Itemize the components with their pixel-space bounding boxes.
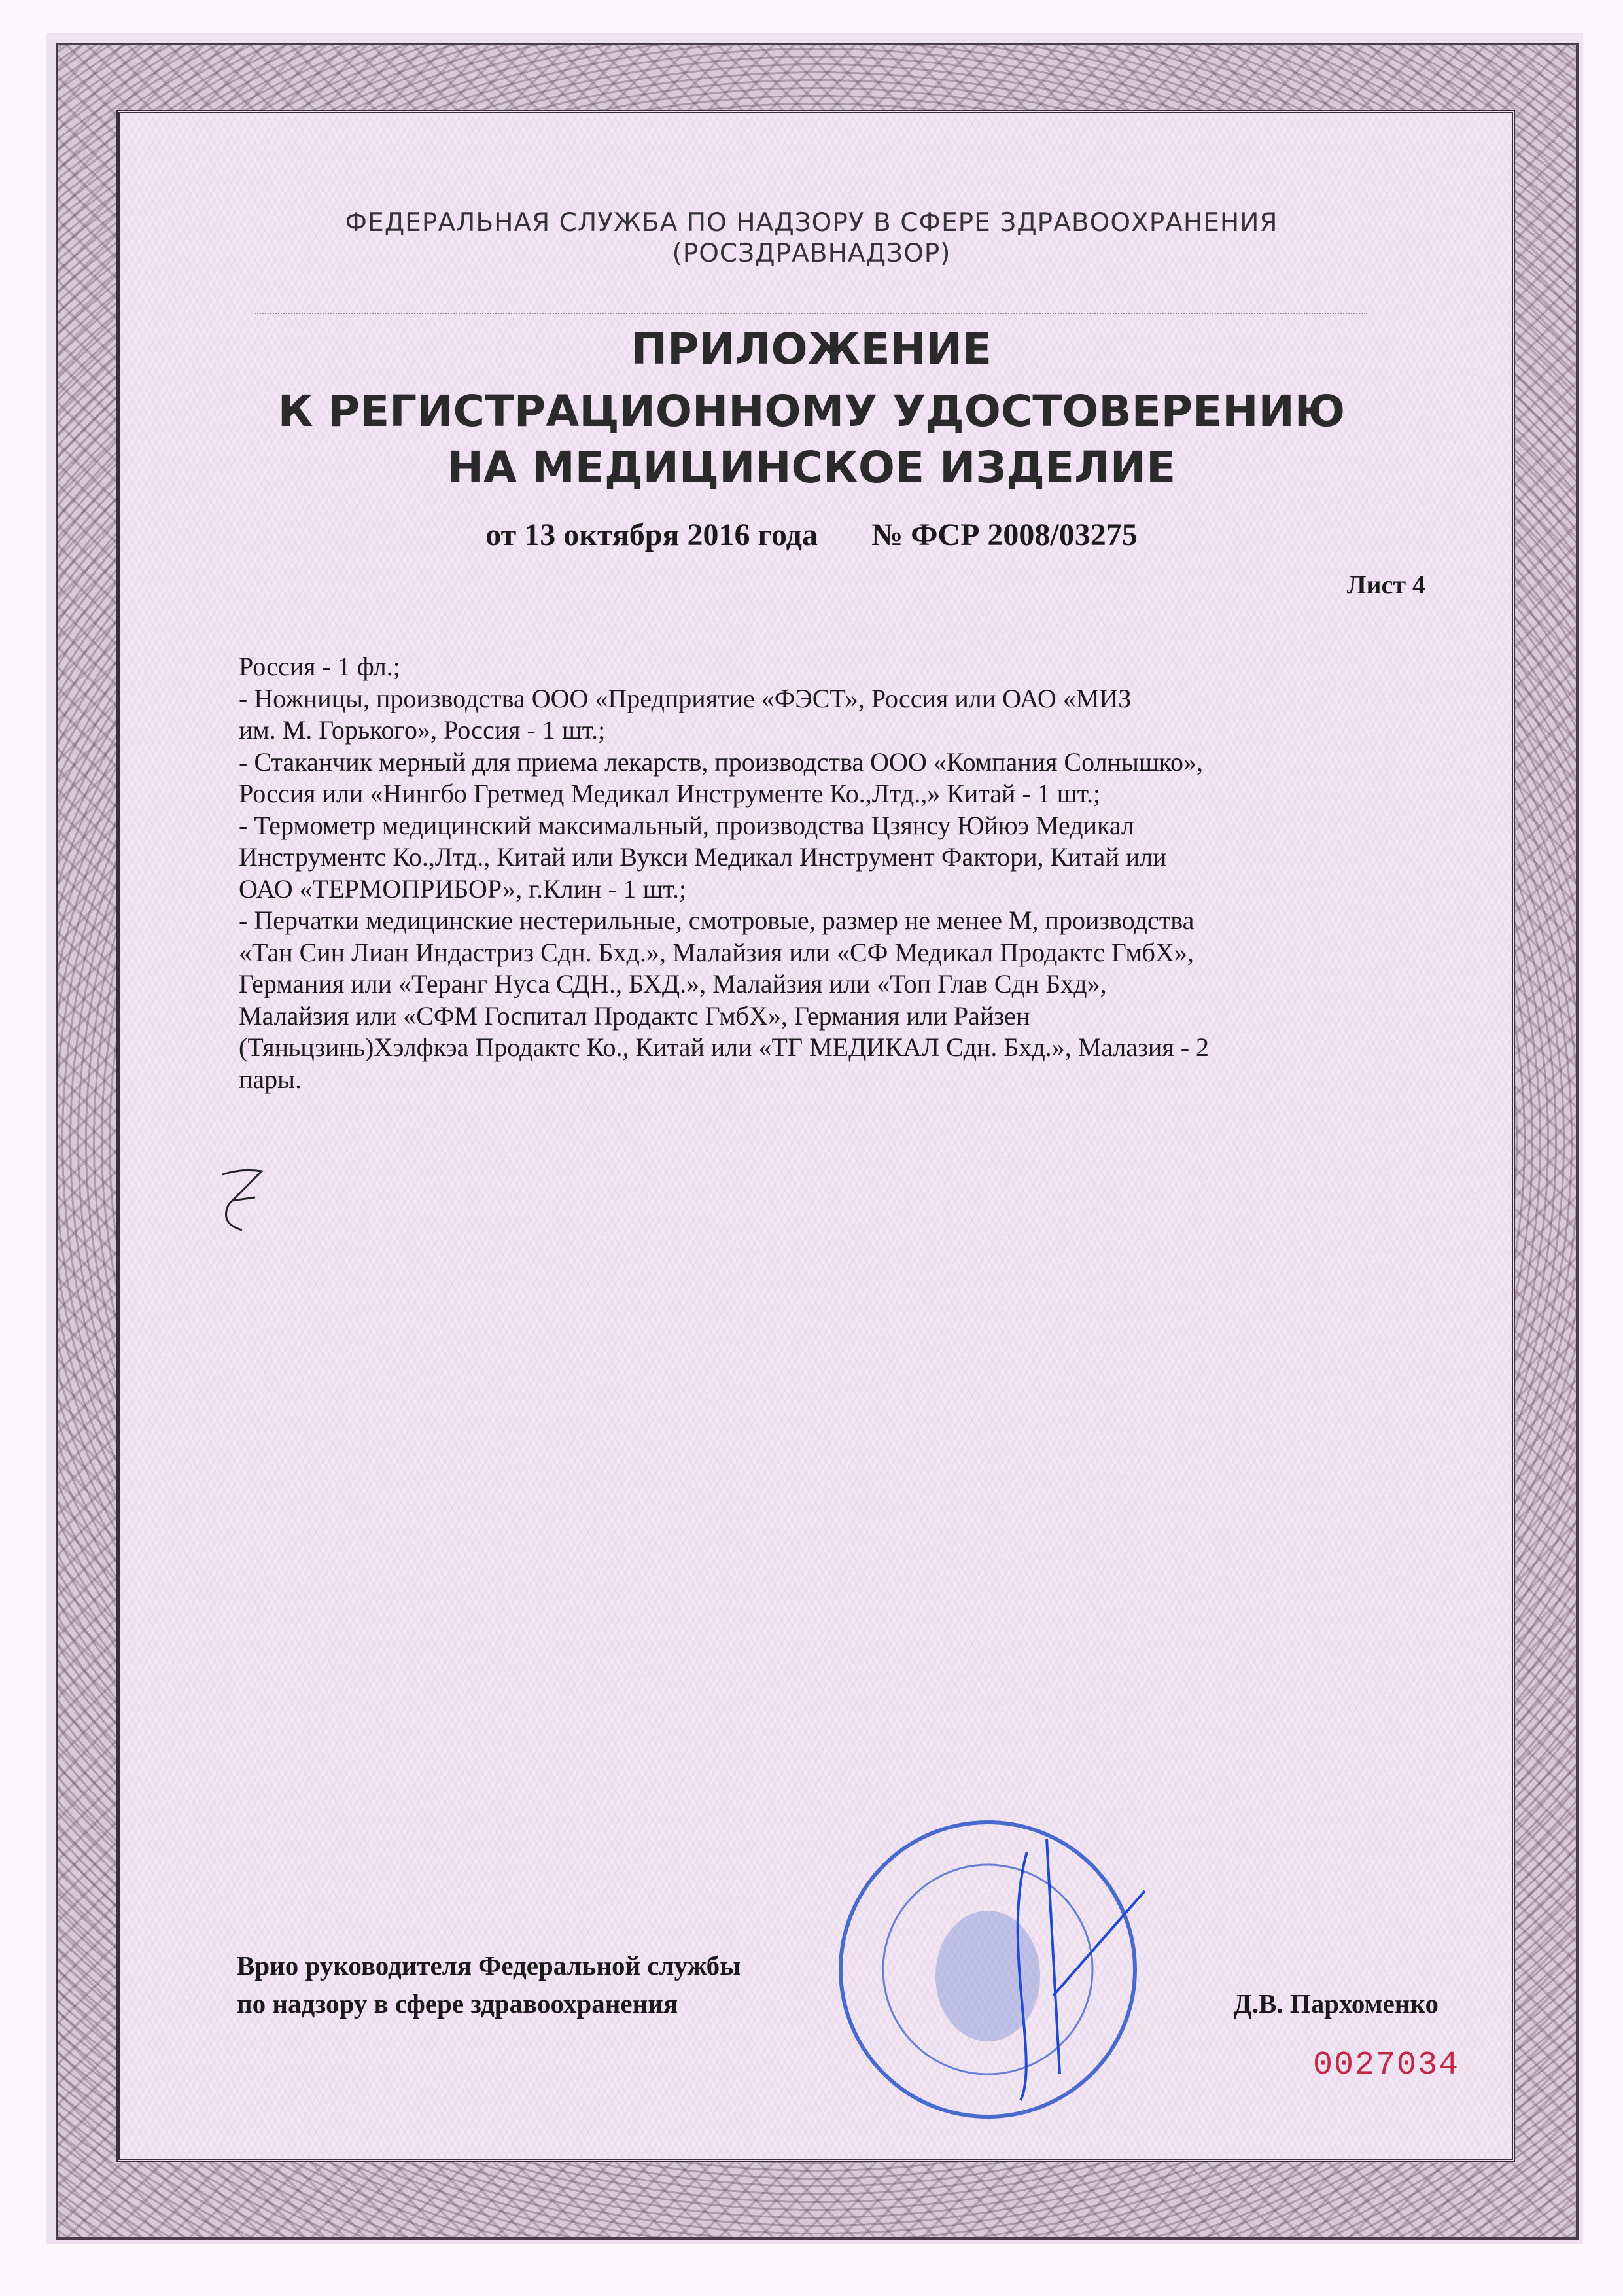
body-line: «Тан Син Лиан Индастриз Сдн. Бхд.», Малайзия или «СФ Медикал Продактс ГмбХ», [239,937,1194,967]
official-seal-stamp [831,1812,1145,2127]
signatory-position-line-2: по надзору в сфере здравоохранения [237,1988,678,2019]
date-number-line [0,517,1623,553]
body-line: - Термометр медицинский максимальный, производства Цзянсу Юйюэ Медикал [239,810,1134,840]
body-line: - Перчатки медицинские нестерильные, смотровые, размер не менее М, производства [239,906,1195,935]
body-line: Россия или «Нингбо Гретмед Медикал Инструменте Ко.,Лтд.,» Китай - 1 шт.; [239,779,1101,808]
body-line: - Ножницы, производства ООО «Предприятие «ФЭСТ», Россия или ОАО «МИЗ [239,683,1132,713]
signatory-name: Д.В. Пархоменко [1233,1988,1439,2019]
issue-date: от 13 октября 2016 года [485,518,818,552]
handwritten-initial [216,1165,268,1237]
header-divider [255,313,1367,314]
body-line: ОАО «ТЕРМОПРИБОР», г.Клин - 1 шт.; [239,874,687,904]
body-line: Инструментс Ко.,Лтд., Китай или Вукси Медикал Инструмент Фактори, Китай или [239,842,1167,872]
document-title-line-1: ПРИЛОЖЕНИЕ [631,324,992,374]
body-line: Малайзия или «СФМ Госпитал Продактс ГмбХ», Германия или Райзен [239,1000,1030,1031]
body-line: пары. [239,1064,302,1094]
body-line: Германия или «Теранг Нуса СДН., БХД.», Малайзия или «Топ Глав Сдн Бхд», [239,969,1107,998]
agency-short-name: (РОСЗДРАВНАДЗОР) [672,239,951,268]
body-line: - Стаканчик мерный для приема лекарств, производства ООО «Компания Солнышко», [239,747,1204,777]
agency-name: ФЕДЕРАЛЬНАЯ СЛУЖБА ПО НАДЗОРУ В СФЕРЕ ЗДРАВООХРАНЕНИЯ [345,208,1278,238]
document-body [239,651,1436,1095]
signatory-position-line-1: Врио руководителя Федеральной службы [237,1951,741,1981]
body-line: (Тяньцзинь)Хэлфкэа Продактс Ко., Китай или «ТГ МЕДИКАЛ Сдн. Бхд.», Малазия - 2 [239,1033,1210,1062]
sheet-number: Лист 4 [1346,570,1425,599]
document-title-line-2: К РЕГИСТРАЦИОННОМУ УДОСТОВЕРЕНИЮ [277,386,1346,436]
body-line: им. М. Горького», Россия - 1 шт.; [239,715,606,745]
document-title-line-3: НА МЕДИЦИНСКОЕ ИЗДЕЛИЕ [447,442,1176,493]
body-line: Россия - 1 фл.; [239,652,400,681]
registration-number: № ФСР 2008/03275 [871,518,1138,552]
form-serial-number: 0027034 [1312,2047,1459,2084]
